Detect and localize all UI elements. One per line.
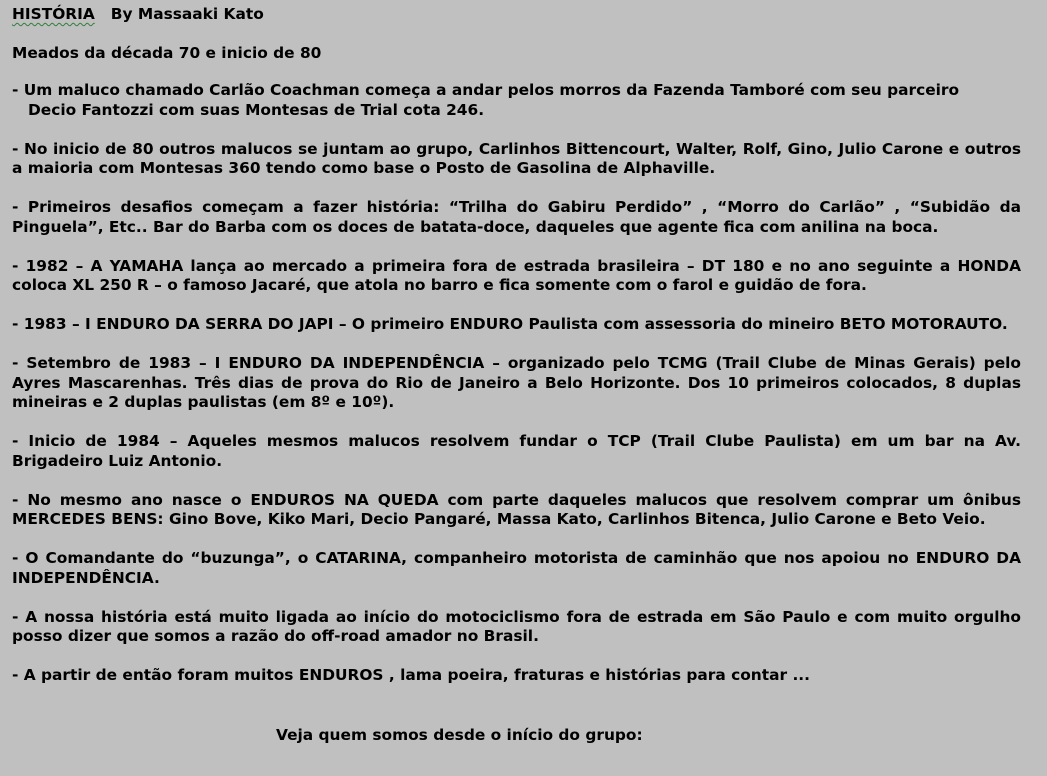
paragraph-1983-independencia: - Setembro de 1983 – I ENDURO DA INDEPENDÊNCIA – organizado pelo TCMG (Trail Clube de Minas Gerais) pelo Ayres Mascarenhas. Três dias de prova do Rio de Janeiro a Belo Horizonte. Dos 10 primeiros colocados, 8 duplas mineiras e 2 duplas paulistas (em 8º e 10º). — [12, 354, 1021, 411]
paragraph-1982: - 1982 – A YAMAHA lança ao mercado a primeira fora de estrada brasileira – DT 180 e no ano seguinte a HONDA coloca XL 250 R – o famoso Jacaré, que atola no barro e fica somente com o farol e guidão de fora. — [12, 256, 1021, 294]
paragraph-carlao — [12, 81, 1021, 120]
paragraph-carlao-line1: - Um maluco chamado Carlão Coachman começa a andar pelos morros da Fazenda Tamboré com seu parceiro — [12, 81, 960, 99]
paragraph-a-partir-de-entao: - A partir de então foram muitos ENDUROS , lama poeira, fraturas e histórias para contar ... — [12, 666, 810, 684]
paragraph-1983-japi: - 1983 – I ENDURO DA SERRA DO JAPI – O primeiro ENDURO Paulista com assessoria do mineiro BETO MOTORAUTO. — [12, 315, 1008, 333]
paragraph-carlao-line2: Decio Fantozzi com suas Montesas de Trial cota 246. — [28, 100, 485, 119]
document-subtitle: Meados da década 70 e inicio de 80 — [12, 43, 322, 62]
paragraph-enduros-na-queda: - No mesmo ano nasce o ENDUROS NA QUEDA com parte daqueles malucos que resolvem comprar um ônibus MERCEDES BENS: Gino Bove, Kiko Mari, Decio Pangaré, Massa Kato, Carlinhos Bitenca, Julio Carone e Beto Veio. — [12, 490, 1021, 528]
paragraph-inicio-80: - No inicio de 80 outros malucos se juntam ao grupo, Carlinhos Bittencourt, Walter, Rolf, Gino, Julio Carone e outros a maioria com Montesas 360 tendo como base o Posto de Gasolina de Alphaville. — [12, 139, 1021, 177]
paragraph-catarina: - O Comandante do “buzunga”, o CATARINA, companheiro motorista de caminhão que nos apoiou no ENDURO DA INDEPENDÊNCIA. — [12, 549, 1021, 587]
closing-line: Veja quem somos desde o início do grupo: — [276, 726, 643, 744]
paragraph-primeiros-desafios: - Primeiros desafios começam a fazer história: “Trilha do Gabiru Perdido” , “Morro do Carlão” , “Subidão da Pinguela”, Etc.. Bar do Barba com os doces de batata-doce, daqueles que agente fica com anilina na boca. — [12, 198, 1021, 236]
paragraph-1984-tcp: - Inicio de 1984 – Aqueles mesmos malucos resolvem fundar o TCP (Trail Clube Paulista) em um bar na Av. Brigadeiro Luiz Antonio. — [12, 432, 1021, 470]
document-title: HISTÓRIA — [12, 5, 95, 23]
paragraph-historia-ligada: - A nossa história está muito ligada ao início do motociclismo fora de estrada em São Paulo e com muito orgulho posso dizer que somos a razão do off-road amador no Brasil. — [12, 607, 1021, 645]
document-header — [12, 5, 1021, 25]
document-author: By Massaaki Kato — [110, 5, 264, 23]
